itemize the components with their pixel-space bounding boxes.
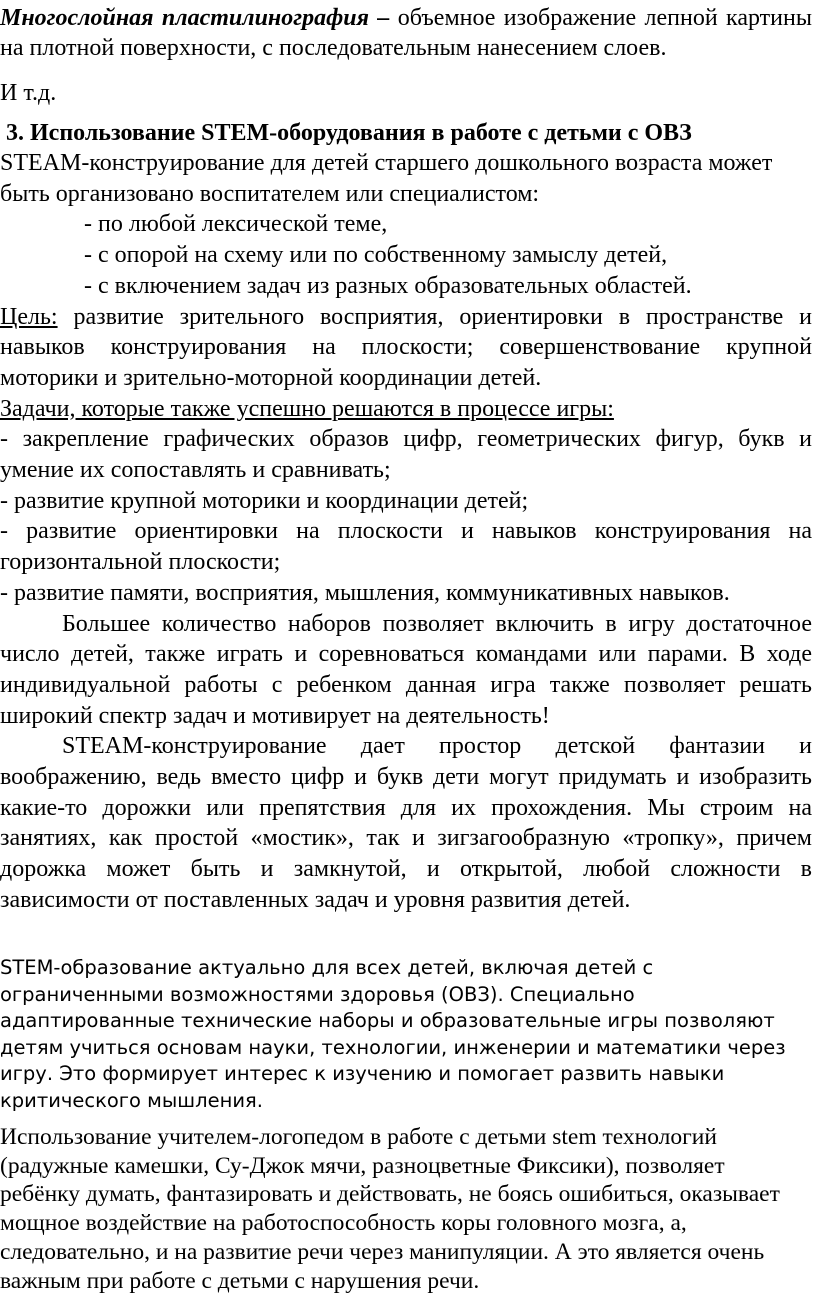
- logoped-line: мощное воздействие на работоспособность коры головного мозга, а,: [0, 1210, 687, 1237]
- task-item: - закрепление графических образов цифр, геометрических фигур, букв и умение их сопоставлять и сравнивать;: [0, 426, 812, 484]
- goal-paragraph: [0, 302, 812, 394]
- stem-line: детям учиться основам науки, технологии, инженерии и математики через: [0, 1035, 786, 1059]
- stem-line: ограниченными возможностями здоровья (ОВЗ). Специально: [0, 982, 635, 1006]
- lead-list-item: - по любой лексической теме,: [84, 211, 388, 238]
- stem-line: адаптированные технические наборы и образовательные игры позволяют: [0, 1009, 775, 1033]
- logoped-line: (радужные камешки, Су-Джок мячи, разноцветные Фиксики), позволяет: [0, 1152, 725, 1179]
- goal-text: развитие зрительного восприятия, ориентировки в пространстве и навыков конструирования на плоскости; совершенствование крупной моторики и зрительно-моторной координации детей.: [0, 303, 812, 391]
- task-item: - развитие крупной моторики и координации детей;: [0, 487, 529, 514]
- stem-line: критического мышления.: [0, 1088, 263, 1112]
- logoped-line: Использование учителем-логопедом в работе с детьми stem технологий: [0, 1124, 717, 1150]
- section-heading: 3. Использование STEM-оборудования в работе с детьми с ОВЗ: [6, 120, 692, 146]
- logoped-paragraph: [0, 1123, 816, 1295]
- stem-line: STEM-образование актуально для всех детей, включая детей с: [0, 956, 654, 979]
- intro-text: объемное изображение лепной картины на плотной поверхности, с последовательным нанесением слоев.: [0, 5, 812, 61]
- intro-paragraph: [0, 3, 812, 63]
- logoped-line: следовательно, и на развитие речи через манипуляции. А это является очень: [0, 1238, 765, 1265]
- goal-label: Цель:: [0, 303, 58, 330]
- task-item: - развитие памяти, восприятия, мышления, коммуникативных навыков.: [0, 579, 730, 606]
- stem-line: игру. Это формирует интерес к изучению и помогает развить навыки: [0, 1062, 725, 1086]
- paragraph-steam: STEAM-конструирование дает простор детской фантазии и воображению, ведь вместо цифр и букв дети могут придумать и изобразить какие-то дорожки или препятствия для их прохождения. Мы строим на занятиях, как простой «мостик», так и зигзагообразную «тропку», причем дорожка может быть и замкнутой, и открытой, любой сложности в зависимости от поставленных задач и уровня развития детей.: [0, 733, 812, 913]
- section-body: [0, 148, 812, 916]
- lead-list-item: - с опорой на схему или по собственному замыслу детей,: [84, 242, 668, 269]
- intro-term: Многослойная пластилинография –: [0, 5, 390, 31]
- logoped-line: ребёнку думать, фантазировать и действовать, не боясь ошибиться, оказывает: [0, 1181, 780, 1208]
- task-item: - развитие ориентировки на плоскости и навыков конструирования на горизонтальной плоскости;: [0, 518, 812, 576]
- stem-paragraph: [0, 955, 816, 1115]
- logoped-line: важным при работе с детьми с нарушения речи.: [0, 1267, 480, 1294]
- tasks-label: Задачи, которые также успешно решаются в процессе игры:: [0, 395, 614, 422]
- section-lead: STEAM-конструирование для детей старшего дошкольного возраста может быть организовано воспитателем или специалистом:: [0, 150, 773, 207]
- lead-list-item: - с включением задач из разных образовательных областей.: [84, 272, 692, 299]
- paragraph-sets: Большее количество наборов позволяет включить в игру достаточное число детей, также играть и соревноваться командами или парами. В ходе индивидуальной работы с ребенком данная игра также позволяет решать широкий спектр задач и мотивирует на деятельность!: [0, 610, 812, 729]
- etc-line: И т.д.: [0, 80, 57, 106]
